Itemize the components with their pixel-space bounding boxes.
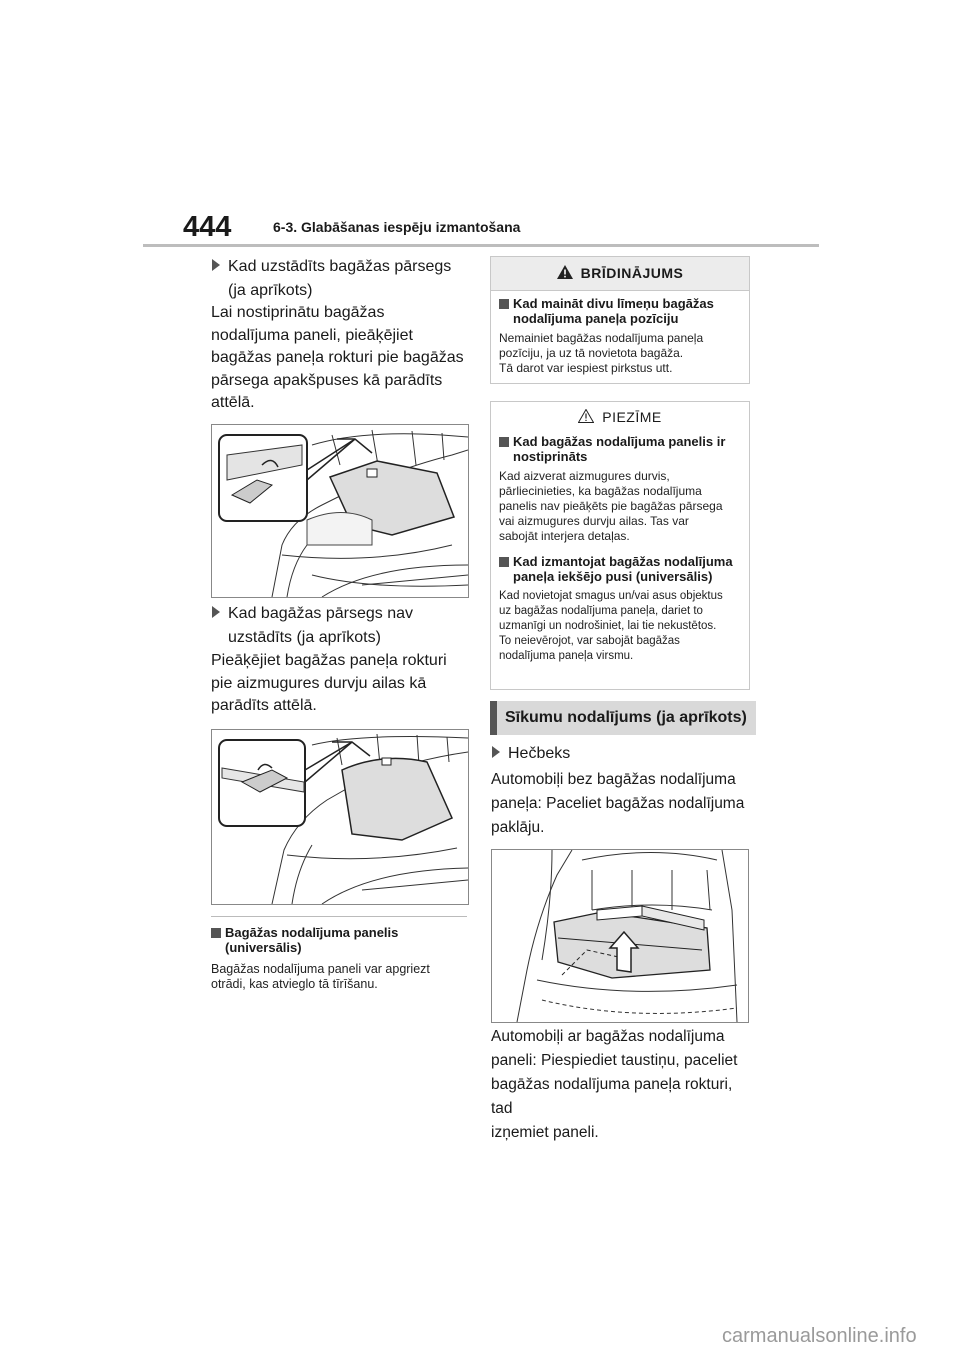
- heading-line: Kad bagāžas nodalījuma panelis ir: [513, 434, 726, 449]
- text-line: bagāžas paneļa rokturi pie bagāžas: [211, 349, 464, 366]
- triangle-bullet-icon: [492, 746, 500, 758]
- warning-header: [491, 257, 749, 291]
- text-line: Kad novietojat smagus un/vai asus objektus: [499, 590, 723, 602]
- warning-item-heading: [499, 296, 741, 326]
- text-line: Bagāžas nodalījuma paneli var apgriezt: [211, 962, 430, 976]
- square-bullet-icon: [499, 557, 509, 567]
- triangle-bullet-icon: [212, 259, 220, 271]
- subheading-line: Kad bagāžas pārsegs nav: [228, 605, 414, 622]
- text-line: pārsega apakšpuses kā parādīts: [211, 371, 443, 389]
- text-line: bagāžas nodalījuma paneļa rokturi, tad: [491, 1076, 733, 1117]
- text-line: uz bagāžas nodalījuma paneļa, dariet to: [499, 605, 703, 617]
- text-line: izņemiet paneli.: [491, 1124, 599, 1141]
- text-line: pie aizmugures durvju ailas kā: [211, 674, 427, 692]
- subheading-line: Kad uzstādīts bagāžas pārsegs: [228, 258, 452, 275]
- text-line: paklāju.: [491, 819, 545, 836]
- subheading-hatchback: [492, 742, 742, 766]
- subheading-line: Hečbeks: [508, 745, 571, 762]
- heading-line: nodalījuma paneļa pozīciju: [513, 311, 679, 326]
- watermark: carmanualsonline.info: [722, 1325, 917, 1347]
- paragraph-cover-not-installed: [211, 650, 481, 718]
- paragraph-cover-installed: [211, 302, 481, 415]
- text-line: paneļa: Paceliet bagāžas nodalījuma: [491, 795, 745, 812]
- text-line: otrādi, kas atvieglo tā tīrīšanu.: [211, 977, 378, 991]
- text-line: To neievērojot, var sabojāt bagāžas: [499, 635, 680, 647]
- subheading-line: uzstādīts (ja aprīkots): [228, 629, 381, 646]
- figure-hook-on-cover: [211, 424, 469, 598]
- warning-panel: [490, 256, 750, 384]
- illustration-cargo-cover: [212, 425, 468, 597]
- text-line: vai aizmugures durvju ailas. Tas var: [499, 514, 689, 528]
- text-line: Kad aizverat aizmugures durvis,: [499, 469, 670, 483]
- note-item1-heading: [499, 434, 741, 464]
- text-line: Nemainiet bagāžas nodalījuma paneļa: [499, 331, 704, 345]
- heading-panel-wagon: [211, 925, 471, 955]
- section-title: 6-3. Glabāšanas iespēju izmantošana: [273, 219, 521, 235]
- text-line: sabojāt interjera detaļas.: [499, 529, 630, 543]
- text-line: panelis nav pieāķēts pie bagāžas pārsega: [499, 499, 723, 513]
- text-line: Automobiļi ar bagāžas nodalījuma: [491, 1028, 725, 1045]
- text-line: Pieāķējiet bagāžas paneļa rokturi: [211, 652, 447, 669]
- square-bullet-icon: [211, 928, 221, 938]
- triangle-bullet-icon: [212, 606, 220, 618]
- heading-line: Kad maināt divu līmeņu bagāžas: [513, 296, 714, 311]
- heading-line: Kad izmantojat bagāžas nodalījuma: [513, 554, 733, 569]
- paragraph-without-panel: [491, 768, 753, 840]
- text-line: Lai nostiprinātu bagāžas: [211, 304, 385, 321]
- heading-line: Bagāžas nodalījuma panelis: [225, 925, 399, 940]
- heading-line: (universālis): [225, 940, 302, 955]
- note-triangle-icon: [578, 409, 594, 423]
- note-title: PIEZĪME: [602, 409, 662, 425]
- square-bullet-icon: [499, 299, 509, 309]
- text-line: Tā darot var iespiest pirkstus utt.: [499, 361, 673, 375]
- square-bullet-icon: [499, 437, 509, 447]
- warning-item-text: [499, 331, 741, 376]
- text-line: nodalījuma paneli, pieāķējiet: [211, 326, 413, 344]
- warning-triangle-icon: [557, 265, 573, 279]
- paragraph-with-panel: [491, 1025, 753, 1145]
- text-line: attēlā.: [211, 394, 255, 411]
- note-item2-text: [499, 589, 741, 664]
- note-header: [491, 402, 749, 432]
- figure-storage-compartment: [491, 849, 749, 1023]
- text-line: paneli: Piespiediet taustiņu, paceliet: [491, 1052, 738, 1069]
- figure-hook-on-door: [211, 729, 469, 905]
- illustration-door-opening: [212, 730, 468, 904]
- divider: [211, 916, 467, 917]
- subheading-line: (ja aprīkots): [228, 282, 313, 299]
- subheading-cover-not-installed: [212, 602, 472, 650]
- page-number: 444: [183, 211, 232, 243]
- section-bar-storage: Sīkumu nodalījums (ja aprīkots): [490, 701, 756, 735]
- heading-line: nostiprināts: [513, 449, 588, 464]
- header-rule: [143, 244, 819, 247]
- text-line: parādīts attēlā.: [211, 697, 317, 714]
- text-line: pārliecinieties, ka bagāžas nodalījuma: [499, 484, 702, 498]
- note-panel: [490, 401, 750, 690]
- text-line: Automobiļi bez bagāžas nodalījuma: [491, 771, 736, 788]
- paragraph-panel-wagon: [211, 962, 473, 992]
- heading-line: paneļa iekšējo pusi (universālis): [513, 569, 713, 584]
- note-item1-text: [499, 469, 741, 544]
- warning-title: BRĪDINĀJUMS: [580, 265, 684, 281]
- text-line: uzmanīgi un nodrošiniet, lai tie nekustētos.: [499, 620, 717, 632]
- note-item2-heading: [499, 554, 741, 584]
- subheading-cover-installed: [212, 255, 472, 303]
- text-line: nodalījuma paneļa virsmu.: [499, 650, 634, 662]
- illustration-lift-mat: [492, 850, 748, 1022]
- text-line: pozīciju, ja uz tā novietota bagāža.: [499, 346, 684, 360]
